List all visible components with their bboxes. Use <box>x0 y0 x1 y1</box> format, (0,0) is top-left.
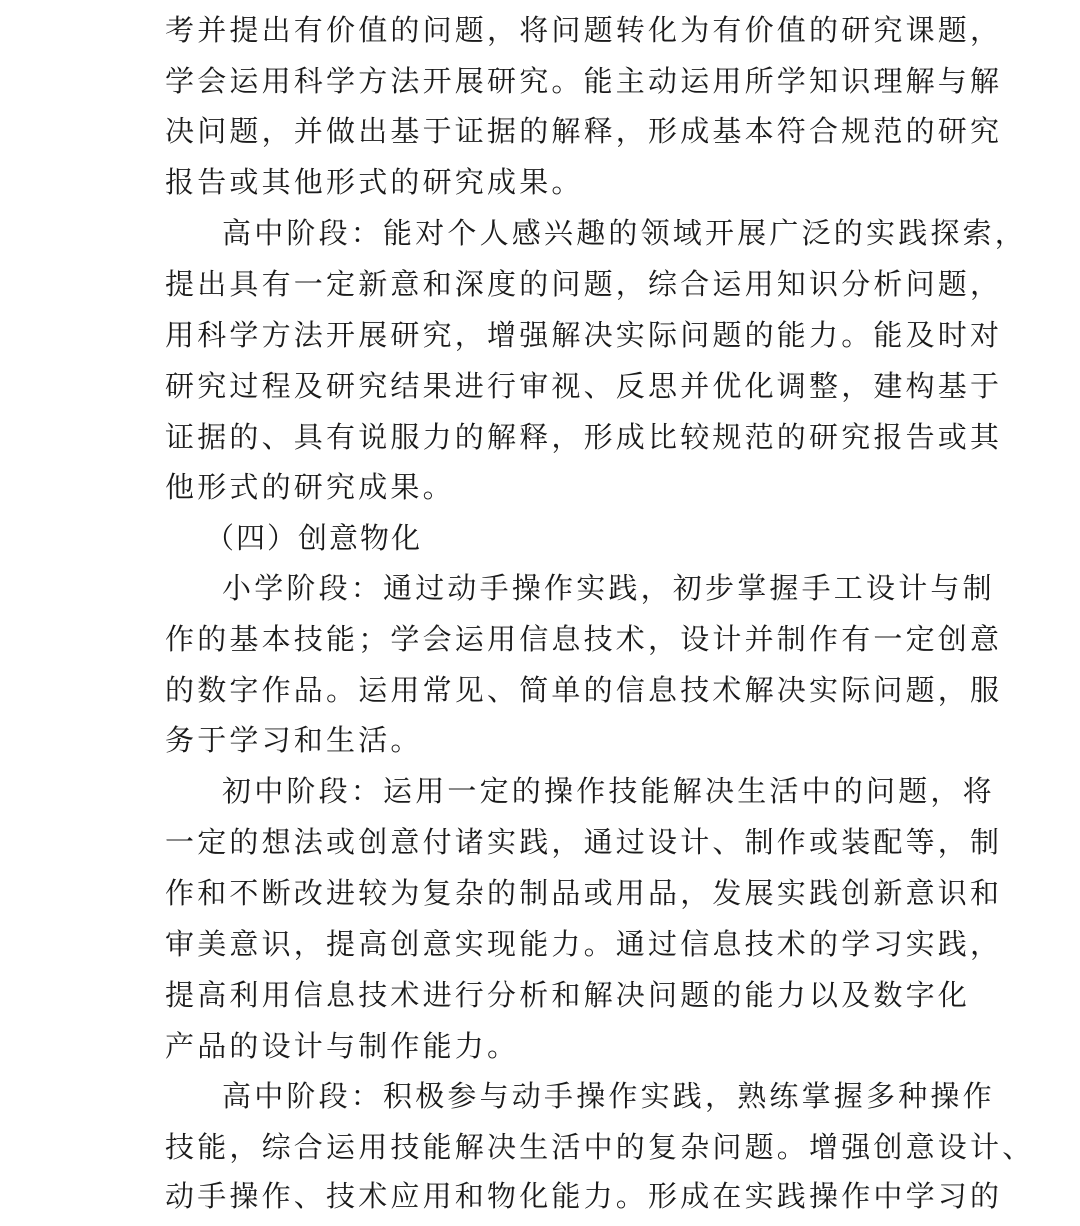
text-line: 的数字作品。运用常见、简单的信息技术解决实际问题，服 <box>165 673 1003 707</box>
text-line: 提出具有一定新意和深度的问题，综合运用知识分析问题， <box>165 267 1003 301</box>
paragraph-first-line: 高中阶段：能对个人感兴趣的领域开展广泛的实践探索， <box>222 216 1028 250</box>
section-heading: （四）创意物化 <box>205 521 423 555</box>
text-line: 证据的、具有说服力的解释，形成比较规范的研究报告或其 <box>165 420 1003 454</box>
text-line: 产品的设计与制作能力。 <box>165 1029 520 1063</box>
text-line: 用科学方法开展研究，增强解决实际问题的能力。能及时对 <box>165 318 1003 352</box>
text-line: 报告或其他形式的研究成果。 <box>165 165 584 199</box>
text-line: 务于学习和生活。 <box>165 723 423 757</box>
text-line: 一定的想法或创意付诸实践，通过设计、制作或装配等，制 <box>165 825 1003 859</box>
text-line: 技能，综合运用技能解决生活中的复杂问题。增强创意设计、 <box>165 1130 1035 1164</box>
text-line: 审美意识，提高创意实现能力。通过信息技术的学习实践， <box>165 927 1003 961</box>
text-line: 决问题，并做出基于证据的解释，形成基本符合规范的研究 <box>165 114 1003 148</box>
paragraph-first-line: 高中阶段：积极参与动手操作实践，熟练掌握多种操作 <box>222 1079 995 1113</box>
text-line: 动手操作、技术应用和物化能力。形成在实践操作中学习的 <box>165 1179 1003 1213</box>
text-line: 作和不断改进较为复杂的制品或用品，发展实践创新意识和 <box>165 876 1003 910</box>
text-line: 作的基本技能；学会运用信息技术，设计并制作有一定创意 <box>165 622 1003 656</box>
text-line: 考并提出有价值的问题，将问题转化为有价值的研究课题， <box>165 13 1003 47</box>
text-line: 提高利用信息技术进行分析和解决问题的能力以及数字化 <box>165 978 971 1012</box>
text-line: 学会运用科学方法开展研究。能主动运用所学知识理解与解 <box>165 64 1003 98</box>
text-line: 研究过程及研究结果进行审视、反思并优化调整，建构基于 <box>165 369 1003 403</box>
paragraph-first-line: 小学阶段：通过动手操作实践，初步掌握手工设计与制 <box>222 571 995 605</box>
paragraph-first-line: 初中阶段：运用一定的操作技能解决生活中的问题，将 <box>222 774 995 808</box>
text-line: 他形式的研究成果。 <box>165 470 455 504</box>
